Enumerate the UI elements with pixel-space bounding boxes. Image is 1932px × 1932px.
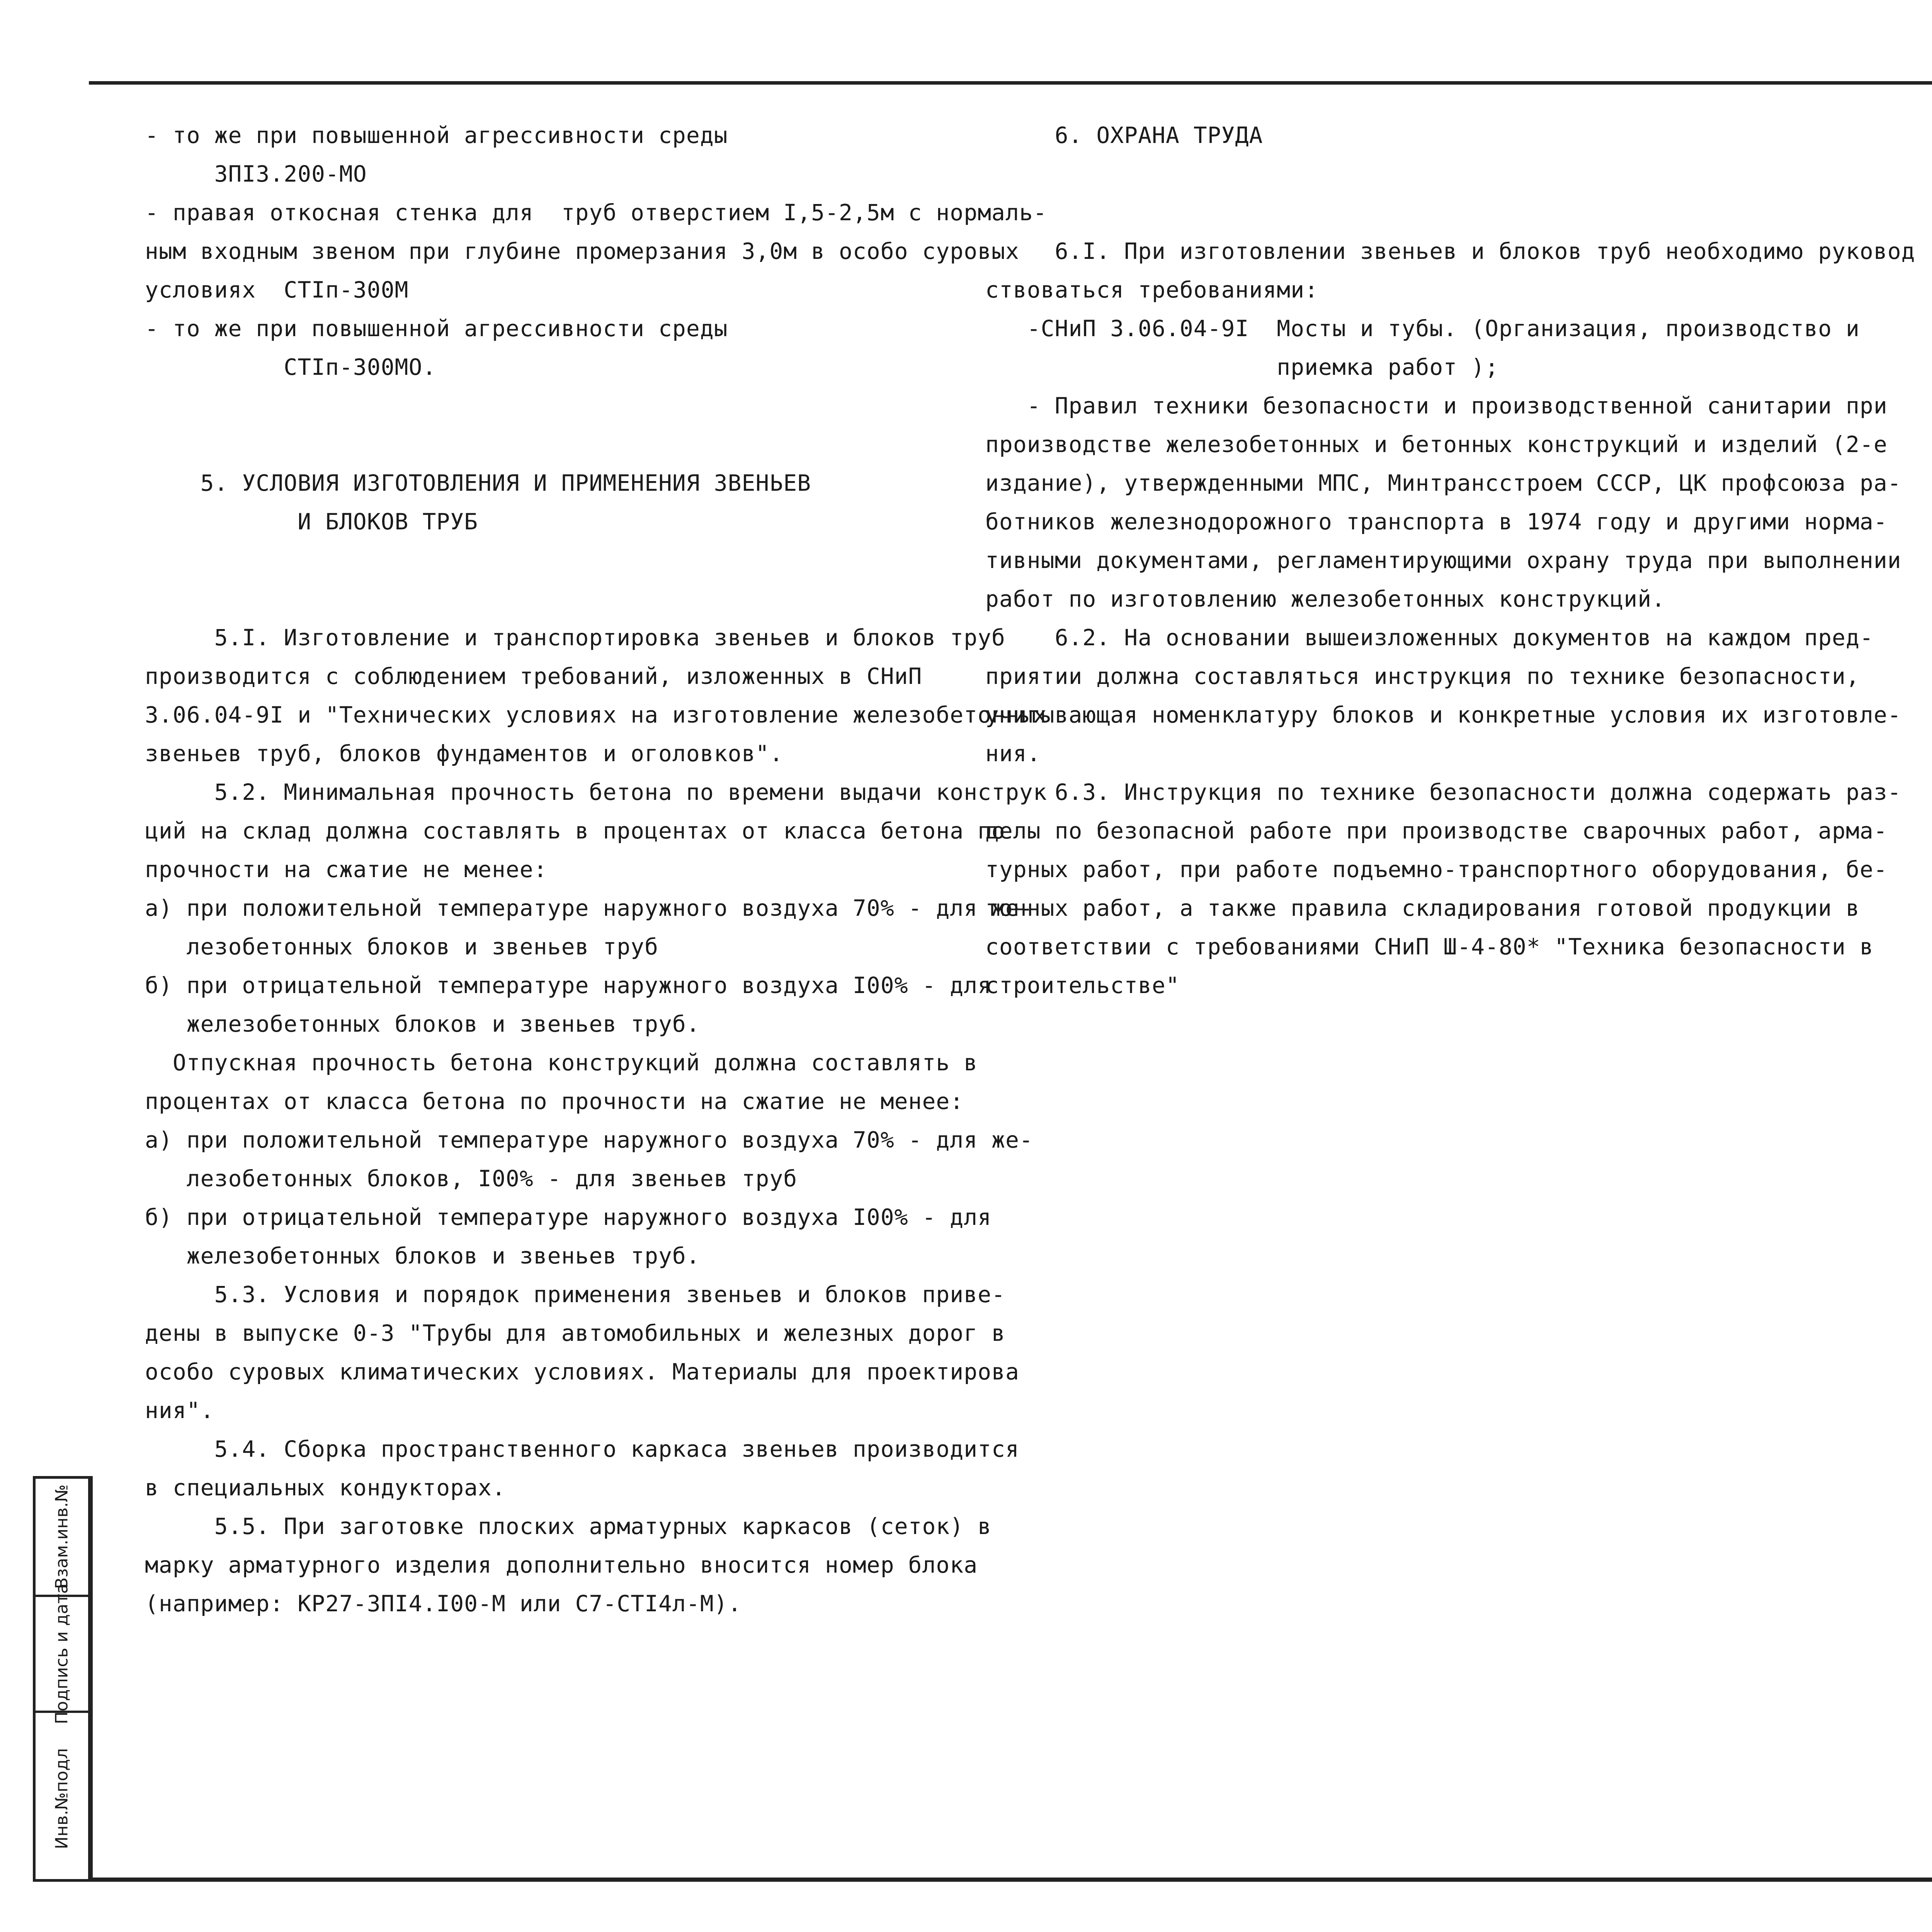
text-line: б) при отрицательной температуре наружного воздуха I00% - для — [145, 972, 992, 998]
text-line: (например: КР27-3ПI4.I00-М или С7-СТI4л-М). — [145, 1590, 742, 1617]
text-line: 5.3. Условия и порядок применения звеньев и блоков приве- — [145, 1281, 1005, 1308]
text-line: в специальных кондукторах. — [145, 1475, 506, 1501]
left-column — [145, 116, 1047, 1623]
text-line: - то же при повышенной агрессивности среды — [145, 122, 728, 148]
text-line — [985, 193, 1808, 232]
text-line — [145, 541, 956, 580]
text-line: работ по изготовлению железобетонных конструкций. — [985, 586, 1666, 612]
side-cell-inv — [36, 1711, 88, 1884]
text-line: производится с соблюдением требований, изложенных в СНиП — [145, 663, 922, 689]
text-line: - то же при повышенной агрессивности среды — [145, 315, 728, 342]
text-line: железобетонных блоков и звеньев труб. — [145, 1243, 700, 1269]
text-line: ным входным звеном при глубине промерзания 3,0м в особо суровых — [145, 238, 1019, 264]
text-line: особо суровых климатических условиях. Материалы для проектирова — [145, 1359, 1019, 1385]
text-line: делы по безопасной работе при производстве сварочных работ, арма- — [985, 818, 1888, 844]
text-line: турных работ, при работе подъемно-транспортного оборудования, бе- — [985, 856, 1888, 883]
text-line: 5.I. Изготовление и транспортировка звеньев и блоков труб — [145, 624, 1005, 651]
side-cell-vzam — [36, 1479, 88, 1595]
text-line: тонных работ, а также правила складирования готовой продукции в — [985, 895, 1860, 921]
side-label-vzam: Взам.инв.№ — [52, 1484, 72, 1589]
side-strip — [33, 1476, 91, 1882]
side-label-sign: Подпись и дата — [52, 1583, 72, 1725]
text-line: 5.5. При заготовке плоских арматурных каркасов (сеток) в — [145, 1513, 992, 1539]
text-line: И БЛОКОВ ТРУБ — [145, 509, 478, 535]
text-line — [145, 386, 956, 425]
right-column — [985, 116, 1915, 1005]
text-line: процентах от класса бетона по прочности на сжатие не менее: — [145, 1088, 964, 1114]
side-cell-sign — [36, 1583, 88, 1725]
text-line: дены в выпуске 0-3 "Трубы для автомобильных и железных дорог в — [145, 1320, 1005, 1346]
text-line: соответствии с требованиями СНиП Ш-4-80* "Техника безопасности в — [985, 934, 1874, 960]
text-line: а) при положительной температуре наружного воздуха 70% - для же- — [145, 1127, 1033, 1153]
text-line: 3ПI3.200-МО — [145, 161, 367, 187]
text-line: 5.2. Минимальная прочность бетона по времени выдачи конструк — [145, 779, 1047, 805]
text-line: 6.2. На основании вышеизложенных документов на каждом пред- — [985, 624, 1874, 651]
text-line: ния". — [145, 1397, 214, 1423]
text-line: СТIп-300МО. — [145, 354, 437, 380]
text-line: 6. ОХРАНА ТРУДА — [985, 122, 1263, 148]
text-line: железобетонных блоков и звеньев труб. — [145, 1011, 700, 1037]
text-line: ствоваться требованиями: — [985, 277, 1319, 303]
text-line: производстве железобетонных и бетонных конструкций и изделий (2-е — [985, 431, 1888, 457]
text-line: ния. — [985, 740, 1041, 767]
text-line: марку арматурного изделия дополнительно вносится номер блока — [145, 1552, 978, 1578]
text-line: лезобетонных блоков, I00% - для звеньев труб — [145, 1165, 798, 1192]
text-line: учитывающая номенклатуру блоков и конкретные условия их изготовле- — [985, 702, 1901, 728]
text-line: тивными документами, регламентирующими охрану труда при выполнении — [985, 547, 1901, 573]
text-line — [145, 425, 956, 464]
text-line: 6.I. При изготовлении звеньев и блоков труб необходимо руковод — [985, 238, 1915, 264]
text-line: - правая откосная стенка для труб отверстием I,5-2,5м с нормаль- — [145, 199, 1047, 226]
text-line — [145, 580, 956, 618]
text-line: приятии должна составляться инструкция по технике безопасности, — [985, 663, 1860, 689]
text-line: 3.06.04-9I и "Технических условиях на изготовление железобетонных — [145, 702, 1047, 728]
text-line: а) при положительной температуре наружного воздуха 70% - для же- — [145, 895, 1033, 921]
text-line: строительстве" — [985, 972, 1180, 998]
text-line: звеньев труб, блоков фундаментов и оголовков". — [145, 740, 784, 767]
text-line: лезобетонных блоков и звеньев труб — [145, 934, 659, 960]
text-line: условиях СТIп-300М — [145, 277, 409, 303]
text-line: издание), утвержденными МПС, Минтрансстроем СССР, ЦК профсоюза ра- — [985, 470, 1901, 496]
text-line: Отпускная прочность бетона конструкций должна составлять в — [145, 1049, 978, 1076]
text-line: 6.3. Инструкция по технике безопасности должна содержать раз- — [985, 779, 1901, 805]
text-line: ботников железнодорожного транспорта в 1974 году и другими норма- — [985, 509, 1888, 535]
text-line: ций на склад должна составлять в процентах от класса бетона по — [145, 818, 1005, 844]
text-line: прочности на сжатие не менее: — [145, 856, 548, 883]
text-line: б) при отрицательной температуре наружного воздуха I00% - для — [145, 1204, 992, 1230]
text-line: -СНиП 3.06.04-9I Мосты и тубы. (Организация, производство и — [985, 315, 1860, 342]
text-line: - Правил техники безопасности и производственной санитарии при — [985, 393, 1888, 419]
text-line: 5.4. Сборка пространственного каркаса звеньев производится — [145, 1436, 1019, 1462]
text-line: приемка работ ); — [985, 354, 1499, 380]
text-line — [985, 155, 1808, 193]
text-line: 5. УСЛОВИЯ ИЗГОТОВЛЕНИЯ И ПРИМЕНЕНИЯ ЗВЕНЬЕВ — [145, 470, 811, 496]
side-label-inv: Инв.№подл — [52, 1748, 72, 1849]
